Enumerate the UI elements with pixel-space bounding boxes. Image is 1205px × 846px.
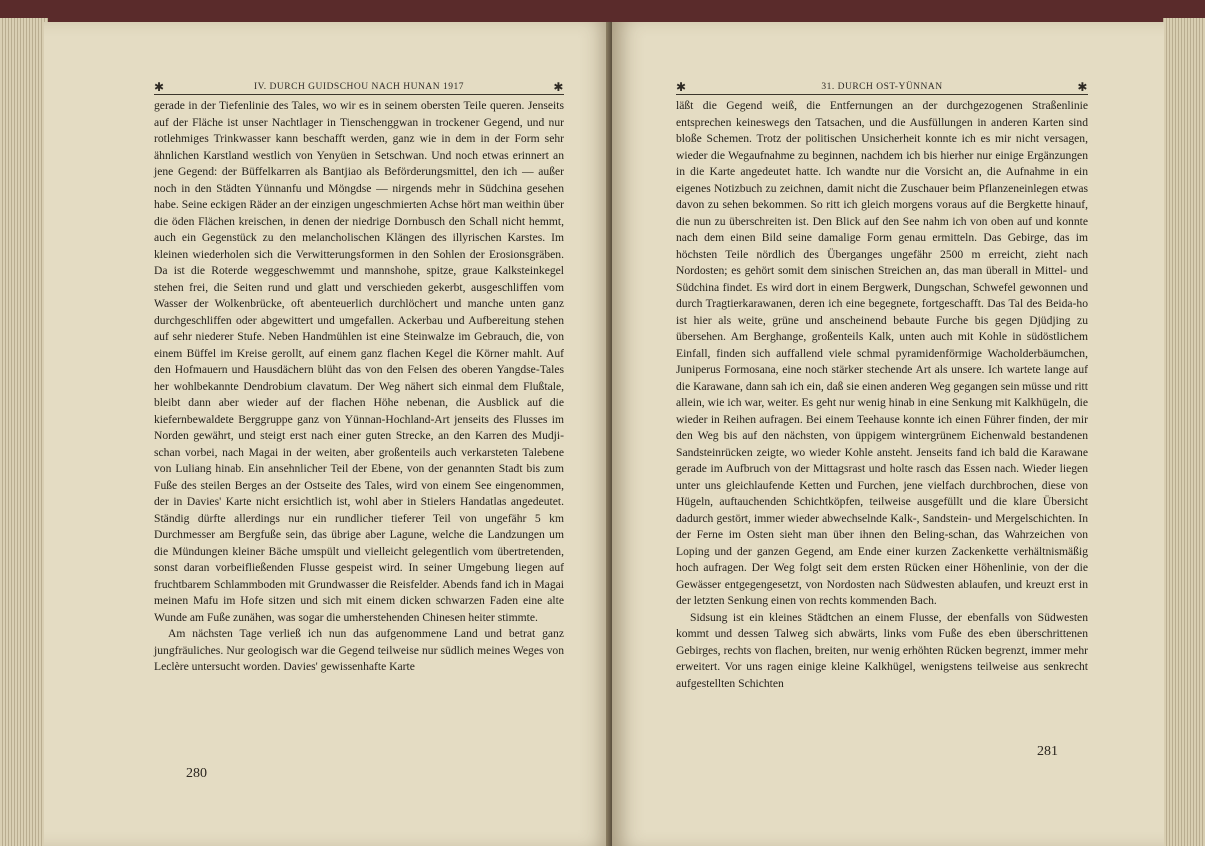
page-number: 281: [1037, 744, 1058, 759]
body-text-left: [154, 98, 564, 676]
body-text-right: [676, 98, 1088, 692]
star-ornament-icon: ✱: [553, 80, 564, 94]
page-number: 280: [186, 766, 207, 781]
running-head-title: 31. DURCH OST-YÜNNAN: [821, 82, 943, 92]
running-head-right: [676, 76, 1088, 95]
paragraph: Am nächsten Tage verließ ich nun das aufgenommene Land und betrat ganz jungfräuliches. Nur geologisch war die Gegend teilweise nur südlich meines Weges von Leclère untersucht worden. Davies' gewissenhafte Karte: [154, 627, 564, 673]
right-page: [612, 22, 1164, 846]
paragraph: gerade in der Tiefenlinie des Tales, wo wir es in seinem obersten Teile queren. Jenseits auf der Fläche ist unser Nachtlager in Tienschenggwan in trockener Gegend, und nur rotlehmiges Trinkwasser kann beschafft werden, ganz wie in dem in der Form sehr ähnlichen Karstland westlich von Yenyüen in Setschwan. Und noch etwas erinnert an jene Gegend: der Büffelkarren als Bantjiao als Beförderungsmittel, den ich — außer noch in den Städten Yünnanfu und Möngdse — nirgends mehr in Südchina gesehen habe. Seine eckigen Räder an der einzigen ungeschmierten Achse hört man weithin über die öden Flächen kreischen, in denen der niedrige Dornbusch den Schall nicht hemmt, auch ein Gegenstück zu den melancholischen Klängen des illyrischen Karstes. Im kleinen wiederholen sich die Verwitterungsformen in den Sohlen der Erosionsgräben. Da ist die Roterde weggeschwemmt und mannshohe, spitze, graue Kalksteinkegel stehen frei, die Seiten rund und glatt und verschieden gekerbt, ausgeschliffen vom Wasser der Wolkenbrücke, oft abenteuerlich durchlöchert und manche unten ganz durchgeschliffen oder abgewittert und umgefallen. Ackerbau und Aufbereitung stehen auf sehr niederer Stufe. Neben Handmühlen ist eine Steinwalze im Gebrauch, die, von einem Büffel im Kreise gerollt, auf einem ganz flachen Kegel die Körner mahlt. Auf den Hofmauern und Hausdächern blüht das von den Felsen des oberen Yangdse-Tales her wohlbekannte Dendrobium clavatum. Der Weg nähert sich einmal dem Flußtale, bleibt dann aber wieder auf der flachen Höhe nebenan, die Ausblick auf die kiefernbewaldete Berggruppe ganz von Yünnan-Hochland-Art jenseits des Flusses im Norden gewährt, und steigt erst nach einer guten Strecke, an den Karren des Mudji-schan vorbei, nach Magai in der weiten, aber großenteils auch verkarsteten Talebene von Luliang hinab. Ein ansehnlicher Teil der Ebene, von der genannten Stadt bis zum Fuße des steilen Berges an der Ostseite des Tales, wird von einem See eingenommen, der in Davies' Karte nicht ersichtlich ist, wohl aber in Stielers Handatlas angedeutet. Ständig dürfte allerdings nur ein rundlicher tieferer Teil von ungefähr 5 km Durchmesser am Bergfuße sein, das übrige aber Lagune, welche die Landzungen um die Mündungen kleiner Bäche umspült und vielleicht gelegentlich vom übertretenden, sonst daran vorbeifließenden Flusse gespeist wird. In seiner Umgebung liegen auf fruchtbarem Schlammboden mit Grundwasser die Reisfelder. Abends fand ich in Magai meinen Mafu im Hofe sitzen und sich mit einem dicken schwarzen Faden eine alte Wunde am Fuße zunähen, was sogar die umherstehenden Chinesen heiter stimmte.: [154, 99, 564, 624]
star-ornament-icon: ✱: [154, 80, 165, 94]
page-edges-left: [0, 18, 48, 846]
paragraph: läßt die Gegend weiß, die Entfernungen an der durchgezogenen Straßenlinie entsprechen keineswegs den Tatsachen, und die Ausfüllungen in anderen Karten sind bloße Schemen. Trotz der politischen Unsicherheit konnte ich es mir nicht versagen, wieder die Wegaufnahme zu beginnen, nachdem ich bis hierher nur einige Ergänzungen in die Karte angedeutet hatte. Ich wandte nur die Vorsicht an, die Aufnahme in ein eigenes Notizbuch zu zeichnen, damit nicht die Zuschauer beim Pflanzeneinlegen etwas davon zu sehen bekommen. So ritt ich gleich morgens voraus auf die Bergkette hinauf, die nun zu überschreiten ist. Den Blick auf den See nahm ich von oben auf und konnte nach dem einen Bild seine damalige Form genau ermitteln. Das Gebirge, das im höchsten Teile nördlich des Überganges ungefähr 2500 m erreicht, zieht nach Nordosten; es gehört somit dem sinischen Streichen an, das man überall in Mittel- und Südchina findet. Es wird dort in einem Bergwerk, Dungschan, Schwefel gewonnen und durch Tragtierkarawanen, deren ich eine begegnete, fortgeschafft. Das Tal des Beida-ho ist hier als weite, grüne und anscheinend bebaute Furche bis gegen Djüdjing zu übersehen. Am Berghange, großenteils Kalk, unten auch mit Kohle in südöstlichem Einfall, finden sich auffallend viele schmal pyramidenförmige Wacholderbäumchen, Juniperus Formosana, eine noch stärker stechende Art als unsere. Ich wartete lange auf die Karawane, dann sah ich ein, daß sie einen anderen Weg gegangen sein müsse und ritt allein, wie ich war, weiter. Es geht nur wenig hinab in eine Senkung mit Kalkhügeln, die wieder in Reihen aufragen. Bei einem Teehause konnte ich einen Führer finden, der mir den Weg bis auf den nächsten, von üppigem wintergrünem Eichenwald bestandenen Sandsteinrücken zeigte, wo wieder Kohle ansteht. Jenseits fand ich bald die Karawane gerade im Aufbruch von der Mittagsrast und holte rasch das Essen nach. Wieder liegen unter uns gleichlaufende Ketten und Furchen, jene vielfach durchbrochen, diese von Hügeln, auftauchenden Schichtköpfen, teilweise ausgefüllt und die klare Übersicht dadurch gestört, immer wieder abwechselnde Kalk-, Sandstein- und Mergelschichten. In der Ferne im Osten sieht man über ihnen den Beling-schan, das Wahrzeichen von Loping und der ganzen Gegend, am Ende einer kurzen Zackenkette verhältnismäßig hoch aufragen. Der Weg folgt seit dem ersten Rücken einer Höhenlinie, von der die Gewässer entgegengesetzt, von Nordosten nach Südwesten ablaufen, und kreuzt erst in der letzten Senkung einen von rechts kommenden Bach.: [676, 99, 1088, 607]
left-page: [44, 22, 612, 846]
star-ornament-icon: ✱: [676, 80, 687, 94]
paragraph: Sidsung ist ein kleines Städtchen an einem Flusse, der ebenfalls von Südwesten kommt und dessen Talweg sich abwärts, links vom Fuße des eben überschrittenen Gebirges, rechts von flachen, breiten, nur wenig erhöhten Rücken begrenzt, immer mehr erweitert. Vor uns ragen einige kleine Kalkhügel, wenigstens teilweise aus senkrecht aufgestellten Schichten: [676, 610, 1088, 690]
page-edges-right: [1163, 18, 1205, 846]
star-ornament-icon: ✱: [1077, 80, 1088, 94]
running-head-title: IV. DURCH GUIDSCHOU NACH HUNAN 1917: [254, 82, 464, 92]
running-head-left: [154, 76, 564, 95]
